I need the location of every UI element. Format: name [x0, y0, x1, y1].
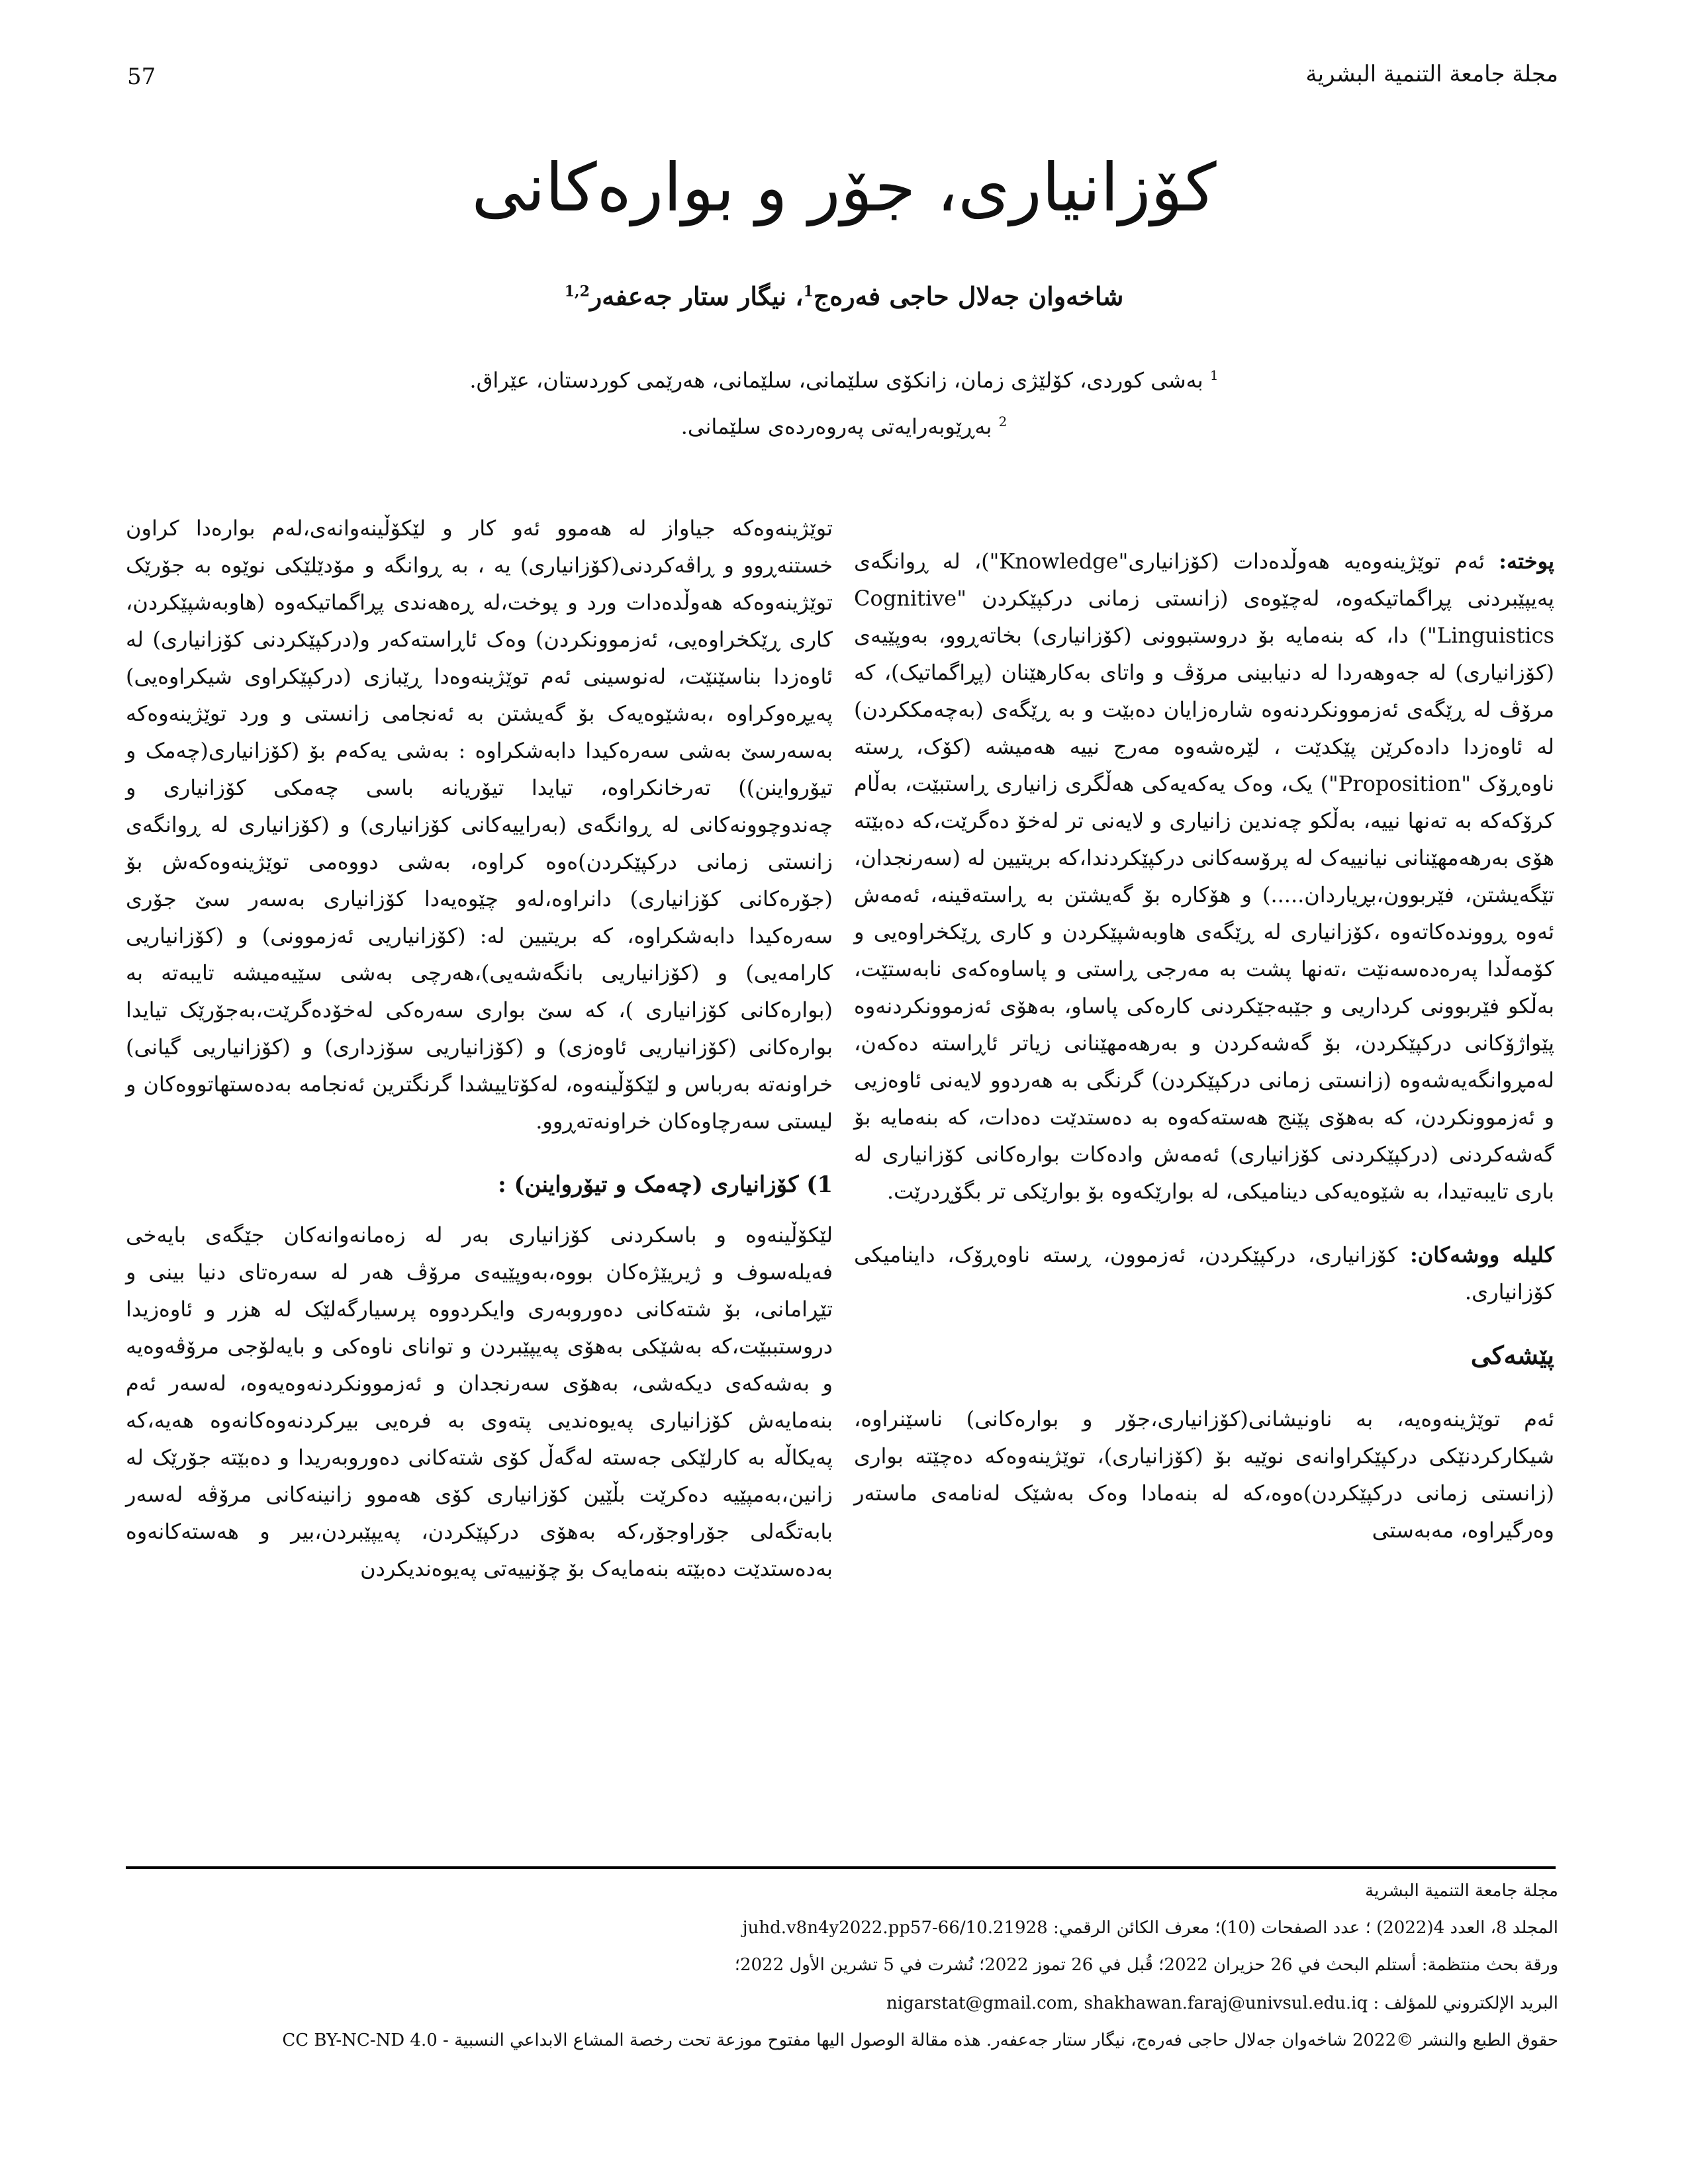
keywords — [854, 1236, 1554, 1310]
authors — [0, 281, 1688, 311]
affiliation-1-mark: 1 — [1209, 367, 1219, 383]
journal-name: مجلة جامعة التنمية البشرية — [1305, 61, 1558, 87]
affiliation-2-mark: 2 — [998, 414, 1008, 430]
affiliation-1 — [0, 367, 1688, 393]
author-1: شاخەوان جەلال حاجی فەرەج — [813, 281, 1124, 311]
footer-copyright: حقوق الطبع والنشر ©2022 شاخەوان جەلال حاجی فەرەج، نیگار ستار جەعفەر. هذه مقالة الوصول اليها مفتوح موزعة تحت رخصة المشاع الابداعي النسبية - CC BY-NC-ND 4.0 — [282, 2030, 1558, 2050]
footer-divider — [126, 1866, 1556, 1869]
right-column — [854, 543, 1554, 1575]
affiliation-2-text: بەڕێوبەرایەتی پەروەردەی سلێمانی. — [680, 414, 992, 439]
abstract-label: پوختە: — [1499, 549, 1554, 574]
page-number: 57 — [127, 64, 156, 90]
intro-heading: پێشەکی — [1470, 1340, 1554, 1370]
author-2-affil-mark: 1,2 — [564, 283, 590, 300]
body-paragraph-2: لێکۆڵینەوە و باسکردنی کۆزانیاری بەر لە زەمانەوانەکان جێگەی بایەخی فەیلەسوف و ژیریێژەکان بووە،بەوپێیەی مرۆڤ هەر لە سەرەتای دنیا بینی و تێڕامانی، بۆ شتەکانی دەوروبەری وایکردووە پرسیارگەلێک لە هزر و ئاوەزیدا دروستببێت،کە بەشێکی بەهۆی پەیپێبردن و توانای ناوەکی و بایەلۆجی مرۆڤەوەیە و بەشەکەی دیکەشی، بەهۆی سەرنجدان و ئەزموونکردنەوەیەوە، لەسەر ئەم بنەمایەش کۆزانیاری پەیوەندیی پتەوی بە فرەیی بیرکردنەوەکانەوە هەیە،کە پەیکاڵە بە کارلێکی جەستە لەگەڵ کۆی شتەکانی دەوروبەریدا و دەبێتە جۆرێک لە زانین،بەمپێیە دەکرێت بڵێین کۆزانیاری کۆی هەموو زانینەکانی مرۆڤە لەسەر بابەتگەلی جۆراوجۆر،کە بەهۆی درکپێکردن، پەیپێبردن،بیر و هەستەکانەوە بەدەستدێت دەبێتە بنەمایەک بۆ چۆنییەتی پەیوەندیکردن — [126, 1222, 833, 1581]
footer-email: البريد الإلكتروني للمؤلف : nigarstat@gmail.com, shakhawan.faraj@univsul.edu.iq — [886, 1993, 1558, 2013]
footer-journal: مجلة جامعة التنمية البشرية — [1365, 1881, 1558, 1901]
author-1-affil-mark: 1 — [803, 283, 814, 300]
abstract — [854, 543, 1554, 1210]
author-2: نیگار ستار جەعفەر — [589, 281, 787, 311]
keywords-label: کلیلە ووشەکان: — [1409, 1242, 1555, 1267]
footer-dates: ورقة بحث منتظمة: أستلم البحث في 26 حزيران 2022؛ قُبل في 26 تموز 2022؛ نُشرت في 5 تشرين الأول 2022؛ — [734, 1955, 1558, 1975]
author-separator: ، — [786, 281, 804, 311]
article-title: کۆزانیاری، جۆر و بوارەکانی — [471, 149, 1217, 226]
keywords-text: کۆزانیاری، درکپێکردن، ئەزموون، ڕستە ناوەڕۆک، داینامیکی کۆزانیاری. — [854, 1242, 1554, 1304]
footer-volume-doi: المجلد 8، العدد 4(2022) ؛ عدد الصفحات (10)؛ معرف الكائن الرقمي: 10.21928/juhd.v8n4y2022.pp57-66 — [742, 1918, 1558, 1938]
section-1-heading: 1) کۆزانیاری (چەمک و تیۆرواینن) : — [498, 1171, 833, 1198]
intro-paragraph: ئەم توێژینەوەیە، بە ناونیشانی(کۆزانیاری،جۆر و بوارەکانی) ناسێنراوە، شیکارکردنێکی درکپێکراوانەی نوێیە بۆ (کۆزانیاری)، توێژینەوەکە دەچێتە بواری (زانستی زمانی درکپێکردن)ەوە،کە لە بنەمادا وەک بەشێک لەنامەی ماستەر وەرگیراوە، مەبەستی — [854, 1406, 1554, 1543]
affiliation-2 — [0, 414, 1688, 439]
affiliation-1-text: بەشی کوردی، کۆلێژی زمان، زانکۆی سلێمانی، سلێمانی، هەرێمی کوردستان، عێراق. — [469, 367, 1203, 393]
body-paragraph-1: توێژینەوەکە جیاواز لە هەموو ئەو کار و لێکۆڵینەوانەی،لەم بوارەدا کراون خستنەڕوو و ڕاڤەکردنی(کۆزانیاری) یە ، بە ڕوانگە و مۆدێلێکی نوێوە بە جۆرێک توێژینەوەکە هەوڵدەدات ورد و پوخت،لە ڕەهەندی پڕاگماتیکەوە (هاوبەشپێکردن، کاری ڕێکخراوەیی، ئەزموونکردن) وەک ئاڕاستەکەر و(درکپێکردنی کۆزانیاری) لە ئاوەزدا بناسێنێت، لەنوسینی ئەم توێژینەوەدا ڕێبازی (درکپێکراوی شیکراوەیی) پەیڕەوکراوە ،بەشێوەیەک بۆ گەیشتن بە ئەنجامی زانستی و ورد توێژینەوەکە بەسەرسێ بەشی سەرەکیدا دابەشکراوە : بەشی یەکەم بۆ (کۆزانیاری(چەمک و تیۆرواینن)) تەرخانکراوە، تیایدا تیۆریانە باسی چەمکی کۆزانیاری و چەندوچوونەکانی لە ڕوانگەی (بەراییەکانی کۆزانیاری) و (کۆزانیاری لە ڕوانگەی زانستی زمانی درکپێکردن)ەوە کراوە، بەشی دووەمی توێژینەوەکەش بۆ (جۆرەکانی کۆزانیاری) دانراوە،لەو چێوەیەدا کۆزانیاری بەسەر سێ جۆری سەرەکیدا دابەشکراوە، کە بریتیین لە: (کۆزانیاریی ئەزموونی) و (کۆزانیاریی کارامەیی) و (کۆزانیاریی بانگەشەیی)،هەرچی بەشی سێیەمیشە تایبەتە بە (بوارەکانی کۆزانیاری )، کە سێ بواری سەرەکی لەخۆدەگرێت،بەجۆرێک تیایدا بوارەکانی (کۆزانیاریی ئاوەزی) و (کۆزانیاریی سۆزداری) و (کۆزانیاریی گیانی) خراونەتە بەرباس و لێکۆڵینەوە، لەکۆتاییشدا گرنگترین ئەنجامە بەدەستهاتووەکان و لیستی سەرچاوەکان خراونەتەڕوو. — [126, 516, 833, 1134]
left-column — [126, 510, 833, 1614]
abstract-text: ئەم توێژینەوەیە هەوڵدەدات (کۆزانیاری"Knowledge")، لە ڕوانگەی پەیپێبردنی پڕاگماتیکەوە، لەچێوەی (زانستی زمانی درکپێکردن "Cognitive Linguistics") دا، کە بنەمایە بۆ دروستبوونی (کۆزانیاری) بخاتەڕوو، بەوپێیەی (کۆزانیاری) لە جەوهەردا لە دنیابینی مرۆڤ و واتای بەکارهێنان (پڕاگماتیک)، کە مرۆڤ لە ڕێگەی ئەزموونکردنەوە شارەزایان دەبێت و بە ڕێگەی (بەچەمککردن) لە ئاوەزدا دادەکرێن پێکدێت ، لێرەشەوە مەرج نییە هەمیشە (کۆک، ڕستە ناوەڕۆک "Proposition") یک، وەک یەکەیەکی هەڵگری زانیاری ڕاستبێت، بەڵام کرۆکەکە بە تەنها نییە، بەڵکو چەندین زانیاری و لایەنی تر لەخۆ دەگرێت،کە دەبێتە هۆی بەرهەمهێنانی نیانییەک لە پرۆسەکانی درکپێکردندا،کە بریتیین لە (سەرنجدان، تێگەیشتن، فێربوون،بڕیاردان.....) و هۆکارە بۆ گەیشتن بە ڕاستەقینە، ئەمەش ئەوە ڕووندەکاتەوە ،کۆزانیاری لە ڕێگەی هاوبەشپێکردن و کاری ڕێکخراوەیی و کۆمەڵدا پەرەدەسەنێت ،تەنها پشت بە مەرجی ڕاستی و پاساوەکەی نابەستێت، بەڵکو فێربوونی کرداریی و جێبەجێکردنی کارەکی پاساو، بەهۆی ئەزموونکردنەوە پێواژۆکانی درکپێکردن، بۆ گەشەکردن و بەرهەمهێنانی زیاتر ئاڕاستە دەکەن، لەمڕوانگەیەشەوە (زانستی زمانی درکپێکردن) گرنگی بە هەردوو لایەنی ئاوەزیی و ئەزموونکردن، کە بەهۆی پێنج هەستەکەوە بە دەستدێت دەدات، کە بنەمایە بۆ گەشەکردنی (درکپێکردنی کۆزانیاری) ئەمەش وادەکات بوارەکانی کۆزانیاری لە باری تایبەتیدا، بە شێوەیەکی دینامیکی، لە بوارێکەوە بۆ بوارێکی تر بگۆڕدرێت. — [854, 549, 1555, 1204]
